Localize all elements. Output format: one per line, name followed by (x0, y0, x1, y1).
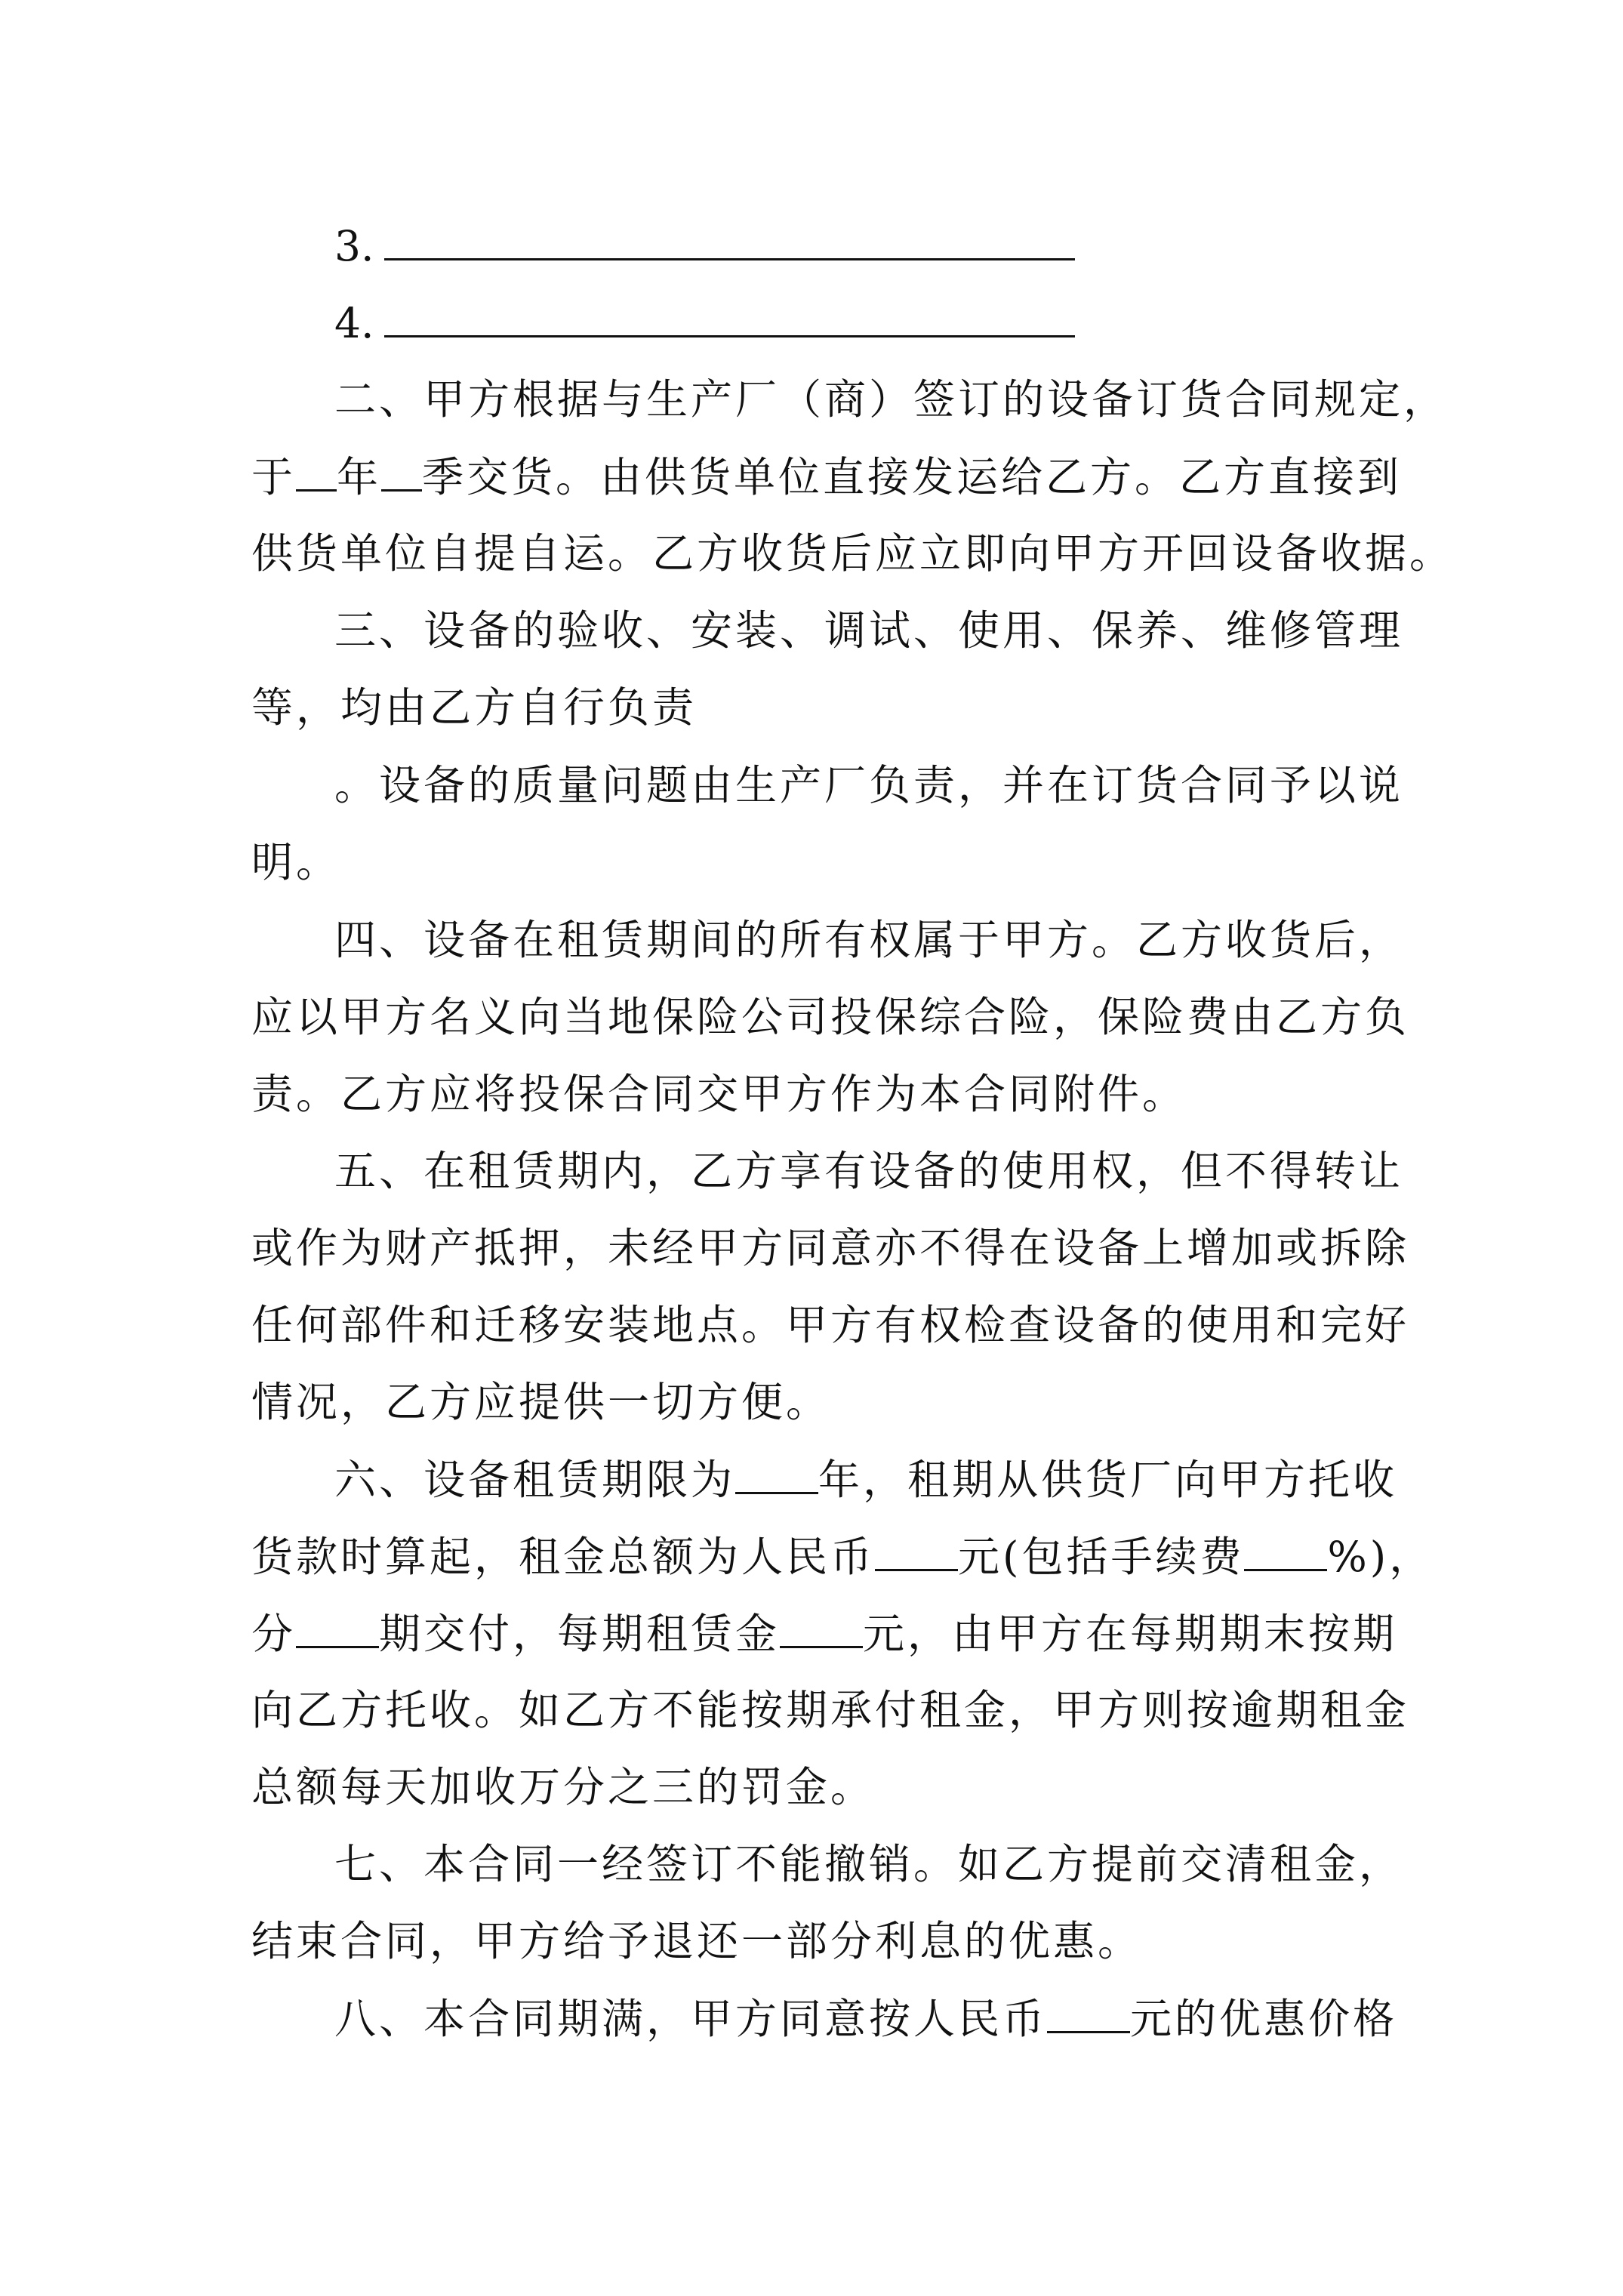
clause-2-line-3: 供货单位自提自运。乙方收货后应立即向甲方开回设备收据。 (251, 529, 1455, 578)
item-number: 3. (334, 222, 374, 270)
item-4 (334, 296, 1075, 349)
clause-3-line-4: 明。 (251, 838, 341, 886)
fill-blank (780, 1607, 863, 1648)
text-segment: 年，租期从供货厂向甲方托收 (818, 1456, 1398, 1504)
clause-6-line-4: 向乙方托收。如乙方不能按期承付租金，甲方则按逾期租金 (251, 1686, 1410, 1734)
clause-2-line-2 (251, 450, 1402, 503)
text-segment: %)， (1327, 1533, 1434, 1581)
text-segment: 六、设备租赁期限为 (334, 1456, 736, 1504)
clause-5-line-2: 或作为财产抵押，未经甲方同意亦不得在设备上增加或拆除 (251, 1224, 1410, 1272)
clause-4-line-3: 责。乙方应将投保合同交甲方作为本合同附件。 (251, 1070, 1187, 1118)
text-segment: 季交货。由供货单位直接发运给乙方。乙方直接到 (422, 453, 1403, 501)
clause-3-line-3: 。设备的质量问题由生产厂负责，并在订货合同予以说 (334, 761, 1404, 809)
item-number: 4. (334, 299, 374, 347)
item-3 (334, 219, 1075, 272)
clause-5-line-4: 情况，乙方应提供一切方便。 (251, 1378, 831, 1426)
fill-blank (875, 1530, 958, 1571)
clause-5-line-3: 任何部件和迁移安装地点。甲方有权检查设备的使用和完好 (251, 1301, 1410, 1349)
clause-2-line-1: 二、甲方根据与生产厂（商）签订的设备订货合同规定， (334, 375, 1449, 424)
clause-6-line-2 (251, 1530, 1434, 1583)
clause-6-line-5: 总额每天加收万分之三的罚金。 (251, 1763, 876, 1811)
text-segment: 货款时算起，租金总额为人民币 (251, 1533, 876, 1581)
clause-5-line-1: 五、在租赁期内，乙方享有设备的使用权，但不得转让 (334, 1147, 1404, 1195)
text-segment: 元，由甲方在每期期末按期 (863, 1610, 1398, 1658)
fill-blank (381, 450, 422, 492)
fill-blank (1047, 1992, 1130, 2033)
fill-blank (384, 296, 1075, 337)
text-segment: 八、本合同期满，甲方同意按人民币 (334, 1995, 1048, 2043)
clause-4-line-2: 应以甲方名义向当地保险公司投保综合险，保险费由乙方负 (251, 993, 1410, 1041)
fill-blank (735, 1453, 818, 1494)
clause-4-line-1: 四、设备在租赁期间的所有权属于甲方。乙方收货后， (334, 916, 1404, 964)
clause-8-line-1 (334, 1992, 1397, 2045)
text-segment: 期交付，每期租赁金 (379, 1610, 781, 1658)
fill-blank (296, 1607, 379, 1648)
clause-6-line-3 (251, 1607, 1397, 1660)
clause-7-line-1: 七、本合同一经签订不能撤销。如乙方提前交清租金， (334, 1840, 1404, 1888)
text-segment: 年 (337, 453, 382, 501)
text-segment: 元的优惠价格 (1130, 1995, 1398, 2043)
clause-6-line-1 (334, 1453, 1397, 1505)
text-segment: 于 (251, 453, 297, 501)
fill-blank (1244, 1530, 1327, 1571)
clause-3-line-2: 等，均由乙方自行负责 (251, 683, 698, 732)
text-segment: 分 (251, 1610, 297, 1658)
text-segment: 元(包括手续费 (958, 1533, 1245, 1581)
clause-3-line-1: 三、设备的验收、安装、调试、使用、保养、维修管理 (334, 606, 1404, 655)
clause-7-line-2: 结束合同，甲方给予退还一部分利息的优惠。 (251, 1917, 1143, 1965)
fill-blank (296, 450, 337, 492)
fill-blank (384, 219, 1075, 260)
